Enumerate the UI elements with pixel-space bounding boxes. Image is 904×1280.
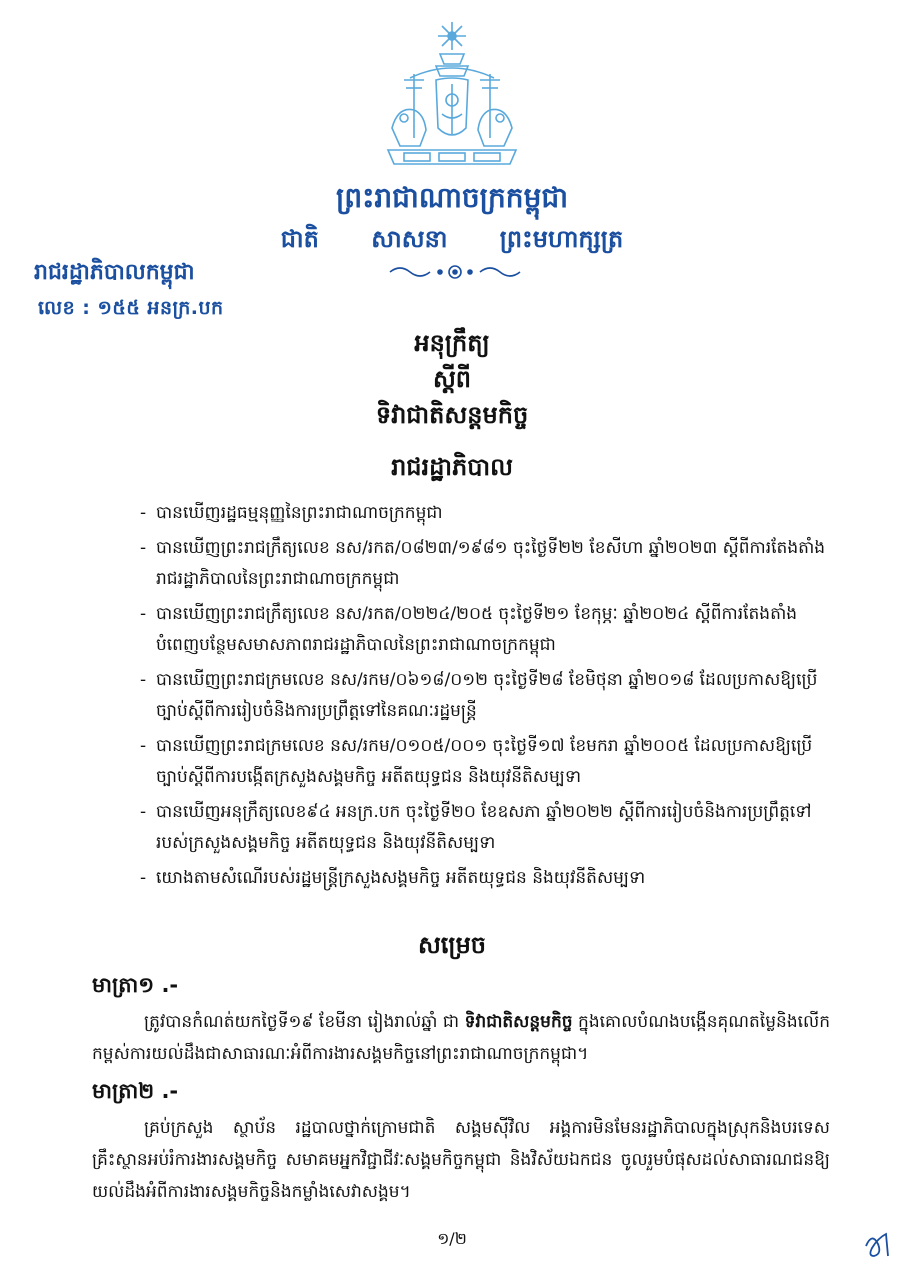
royal-coat-of-arms-icon — [374, 18, 530, 174]
preamble-item: - បានឃើញព្រះរាជក្រឹត្យលេខ នស/រកត/០២២៤/២០៥ ចុះថ្ងៃទី២១ ខែកុម្ភៈ ឆ្នាំ២០២៤ ស្តីពីការតែងតាំងបំពេញបន្ថែមសមាសភាពរាជរដ្ឋាភិបាលនៃព្រះរាជាណាចក្រកម្ពុជា — [140, 599, 830, 661]
issuing-body: រាជរដ្ឋាភិបាល — [391, 453, 513, 481]
article-1-text-end: ក្នុងគោលបំណងបង្កើនគុណតម្លៃនិងលើកកម្ពស់ការយល់ដឹងជាសាធារណៈអំពីការងារសង្គមកិច្ចនៅព្រះរាជាណាចក្រកម្ពុជា។ — [92, 1012, 830, 1064]
preamble-item: - បានឃើញព្រះរាជក្រឹត្យលេខ នស/រកត/០៨២៣/១៩៨១ ចុះថ្ងៃទី២២ ខែសីហា ឆ្នាំ២០២៣ ស្តីពីការតែងតាំងរាជរដ្ឋាភិបាលនៃព្រះរាជាណាចក្រកម្ពុជា — [140, 533, 830, 595]
preamble-item: - យោងតាមសំណើរបស់រដ្ឋមន្ត្រីក្រសួងសង្គមកិច្ច អតីតយុទ្ធជន និងយុវនីតិសម្បទា — [140, 863, 830, 894]
motto-religion: សាសនា — [371, 225, 448, 253]
article-1-body — [92, 1006, 830, 1070]
motto-king: ព្រះមហាក្សត្រ — [499, 225, 624, 253]
page-number: ១/២ — [437, 1229, 467, 1248]
national-motto — [0, 224, 904, 259]
decision-heading: សម្រេច — [417, 931, 487, 959]
motto-nation: ជាតិ — [280, 225, 319, 253]
issuing-government: រាជរដ្ឋាភិបាលកម្ពុជា — [34, 260, 195, 285]
preamble-item: - បានឃើញព្រះរាជក្រមលេខ នស/រកម/០១០៥/០០១ ចុះថ្ងៃទី១៧ ខែមករា ឆ្នាំ២០០៥ ដែលប្រកាសឱ្យប្រើច្បាប់ស្តីពីការបង្កើតក្រសួងសង្គមកិច្ច អតីតយុទ្ធជន និងយុវនីតិសម្បទា — [140, 731, 830, 793]
kingdom-title: ព្រះរាជាណាចក្រកម្ពុជា — [335, 181, 568, 214]
article-1-text-bold: ទិវាជាតិសន្តមកិច្ច — [464, 1012, 573, 1032]
handwritten-initial-icon — [862, 1226, 892, 1262]
document-subject: ទិវាជាតិសន្តមកិច្ច — [375, 401, 529, 429]
preamble-item: - បានឃើញរដ្ឋធម្មនុញ្ញនៃព្រះរាជាណាចក្រកម្ពុជា — [140, 498, 830, 529]
reference-number: លេខ : ១៥៥ អនក្រ.បក — [38, 297, 224, 319]
article-2-body: គ្រប់ក្រសួង ស្ថាប័ន រដ្ឋបាលថ្នាក់ក្រោមជាតិ សង្គមស៊ីវិល អង្គការមិនមែនរដ្ឋាភិបាលក្នុងស្រុកនិងបរទេស គ្រឹះស្ថានអប់រំការងារសង្គមកិច្ច សមាគមអ្នកវិជ្ជាជីវៈសង្គមកិច្ចកម្ពុជា និងវិស័យឯកជន ចូលរួមបំផុសដល់សាធារណជនឱ្យយល់ដឹងអំពីការងារសង្គមកិច្ចនិងកម្លាំងសេវាសង្គម។ — [92, 1118, 830, 1202]
preamble-item: - បានឃើញព្រះរាជក្រមលេខ នស/រកម/០៦១៨/០១២ ចុះថ្ងៃទី២៨ ខែមិថុនា ឆ្នាំ២០១៨ ដែលប្រកាសឱ្យប្រើច្បាប់ស្តីពីការរៀបចំនិងការប្រព្រឹត្តទៅនៃគណៈរដ្ឋមន្ត្រី — [140, 665, 830, 727]
preamble-list — [140, 498, 830, 898]
subject-preposition: ស្តីពី — [432, 365, 472, 393]
article-1-text-start: ត្រូវបានកំណត់យកថ្ងៃទី១៩ ខែមីនា រៀងរាល់ឆ្នាំ ជា — [144, 1012, 465, 1032]
decorative-divider-icon — [380, 262, 530, 282]
document-type: អនុក្រឹត្យ — [414, 329, 490, 357]
article-2-heading: មាត្រា២ .- — [92, 1079, 179, 1103]
article-1-heading: មាត្រា១ .- — [92, 973, 179, 997]
preamble-item: - បានឃើញអនុក្រឹត្យលេខ៩៤ អនក្រ.បក ចុះថ្ងៃទី២០ ខែឧសភា ឆ្នាំ២០២២ ស្តីពីការរៀបចំនិងការប្រព្រឹត្តទៅរបស់ក្រសួងសង្គមកិច្ច អតីតយុទ្ធជន និងយុវនីតិសម្បទា — [140, 797, 830, 859]
